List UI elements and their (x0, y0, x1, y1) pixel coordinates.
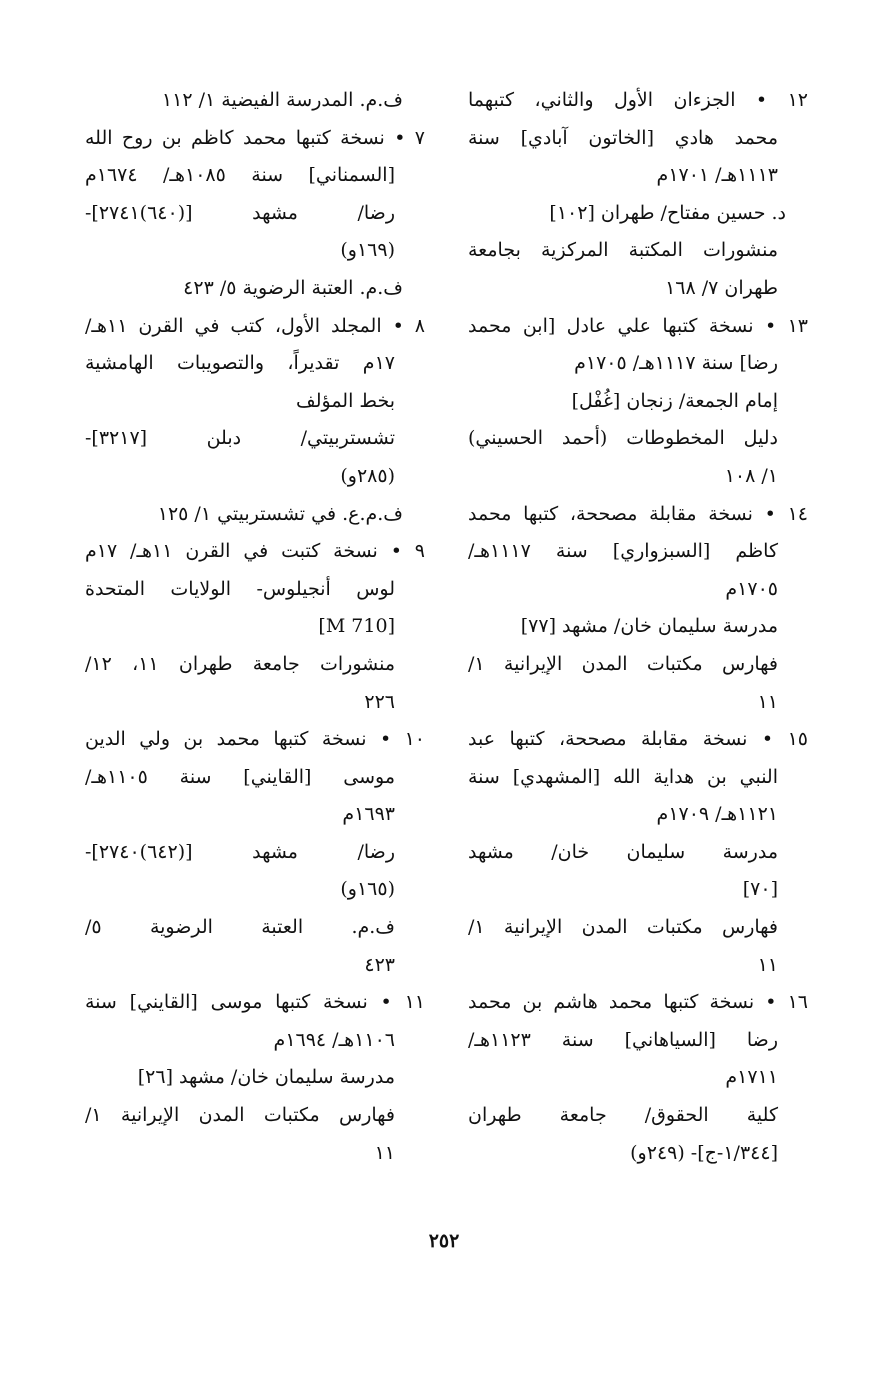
entry-line: [٧٠] (742, 878, 778, 901)
entry-line: ٨ • المجلد الأول، كتب في القرن ١١هـ/ (85, 314, 425, 337)
entry-line: ١٦ • نسخة كتبها محمد هاشم بن محمد (468, 991, 808, 1014)
entry-line: فهارس مكتبات المدن الإيرانية ١/ (468, 652, 778, 675)
entry-line: ف.م. المدرسة الفيضية ١/ ١١٢ (161, 89, 403, 111)
entry-line: فهارس مكتبات المدن الإيرانية ١/ (85, 1104, 395, 1127)
entry-line: كاظم [السبزواري] سنة ١١١٧هـ/ (468, 540, 778, 563)
manuscript-entry (85, 533, 425, 721)
manuscript-entry (85, 308, 425, 534)
manuscript-entry (468, 984, 808, 1172)
entry-line: ١٠ • نسخة كتبها محمد بن ولي الدين (85, 728, 425, 751)
entry-line: محمد هادي [الخاتون آبادي] سنة (468, 126, 778, 149)
entry-line: ١٣ • نسخة كتبها علي عادل [ابن محمد (468, 314, 808, 337)
entry-line: ١٢ • الجزءان الأول والثاني، كتبهما (468, 89, 808, 111)
left-column (468, 82, 808, 1172)
manuscript-entry (468, 308, 808, 496)
entry-line: فهارس مكتبات المدن الإيرانية ١/ (468, 916, 778, 939)
entry-line: رضا] سنة ١١١٧هـ/ ١٧٠٥م (574, 352, 778, 375)
entry-line: كلية الحقوق/ جامعة طهران (468, 1104, 778, 1127)
entry-line: ٤٢٣ (364, 953, 395, 976)
entry-line: تشستربيتي/ دبلن [٣٢١٧]- (85, 427, 395, 450)
manuscript-entry (468, 496, 808, 722)
entry-line: مدرسة سليمان خان/ مشهد (468, 840, 778, 863)
entry-line: ٧ • نسخة كتبها محمد كاظم بن روح الله (85, 126, 425, 149)
entry-line: ١١٢١هـ/ ١٧٠٩م (656, 803, 778, 826)
entry-line: [١/٣٤٤-ج]- (٢٤٩و) (630, 1141, 778, 1164)
entry-line: إمام الجمعة/ زنجان [غُفْل] (571, 389, 778, 412)
manuscript-entry (85, 82, 425, 120)
entry-line: [M 710] (318, 615, 395, 638)
manuscript-entry (85, 721, 425, 984)
entry-line: ف.م. العتبة الرضوية ٥/ ٤٢٣ (183, 276, 403, 299)
entry-line: ١٦٩٣م (342, 803, 395, 826)
entry-line: ١٧١١م (725, 1066, 778, 1089)
entry-line: (٢٨٥و) (340, 464, 395, 487)
entry-line: ١١٠٦هـ/ ١٦٩٤م (273, 1028, 395, 1051)
entry-line: منشورات المكتبة المركزية بجامعة (468, 239, 778, 262)
entry-line: النبي بن هداية الله [المشهدي] سنة (468, 765, 778, 788)
right-column (85, 82, 425, 1172)
entry-line: رضا [السياهاني] سنة ١١٢٣هـ/ (468, 1028, 778, 1051)
manuscript-entry (468, 82, 808, 308)
entry-line: ٢٢٦ (364, 690, 395, 713)
entry-line: دليل المخطوطات (أحمد الحسيني) (468, 427, 778, 450)
entry-line: (١٦٩و) (340, 239, 395, 262)
entry-line: رضا/ مشهد [(٦٤٠)٢٧٤١]- (85, 201, 395, 224)
page-number: ٢٥٢ (428, 1230, 460, 1252)
entry-line: ف.م.ع. في تشستربيتي ١/ ١٢٥ (157, 502, 403, 525)
entry-line: مدرسة سليمان خان/ مشهد [٧٧] (520, 615, 778, 638)
entry-line: ف.م. العتبة الرضوية ٥/ (85, 916, 395, 939)
two-column-body (85, 82, 808, 1172)
entry-line: ١/ ١٠٨ (724, 464, 778, 487)
entry-line: لوس أنجيلوس- الولايات المتحدة (85, 577, 395, 600)
entry-line: د. حسين مفتاح/ طهران [١٠٢] (549, 201, 786, 224)
entry-line: ٩ • نسخة كتبت في القرن ١١هـ/ ١٧م (85, 540, 425, 563)
entry-line: ١١ • نسخة كتبها موسى [القايني] سنة (85, 991, 425, 1014)
entry-line: منشورات جامعة طهران ١١، ١٢/ (85, 652, 396, 675)
entry-line: مدرسة سليمان خان/ مشهد [٢٦] (137, 1066, 395, 1089)
entry-line: ١١ (374, 1141, 395, 1164)
manuscript-entry (85, 984, 425, 1172)
entry-line: موسى [القايني] سنة ١١٠٥هـ/ (85, 765, 395, 788)
entry-line: ١١١٣هـ/ ١٧٠١م (656, 164, 778, 187)
entry-line: بخط المؤلف (296, 389, 395, 412)
entry-line: ١٧٠٥م (725, 577, 778, 600)
entry-line: ١١ (757, 690, 778, 713)
manuscript-entry (85, 120, 425, 308)
entry-line: ١٧م تقديراً، والتصويبات الهامشية (85, 352, 395, 375)
manuscript-entry (468, 721, 808, 984)
entry-line: (١٦٥و) (340, 878, 395, 901)
entry-line: [السمناني] سنة ١٠٨٥هـ/ ١٦٧٤م (85, 164, 395, 187)
entry-line: رضا/ مشهد [(٦٤٢)٢٧٤٠]- (85, 840, 395, 863)
entry-line: طهران ٧/ ١٦٨ (665, 276, 778, 299)
entry-line: ١٤ • نسخة مقابلة مصححة، كتبها محمد (468, 502, 808, 525)
entry-line: ١٥ • نسخة مقابلة مصححة، كتبها عبد (468, 728, 808, 751)
entry-line: ١١ (757, 953, 778, 976)
